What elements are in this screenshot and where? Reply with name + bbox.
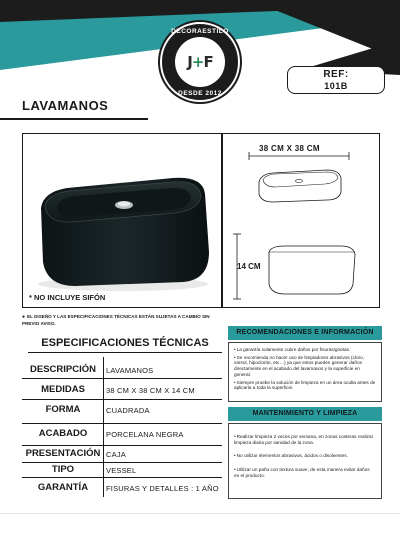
maintenance-text: No utilizar elementos abrasivos, ácidos o disolventes. (236, 453, 348, 459)
top-dimension-label: 38 CM X 38 CM (259, 144, 320, 153)
logo-ring-top-text: DECORAESTILO (171, 28, 229, 35)
maintenance-item (234, 434, 376, 445)
recommendation-text: Se recomienda no hacer uso de limpiadores abrasivos (cloro, varsol, hipoclorito, etc…) ya que estos pueden generar daños directamente en el acabado del lavamanos y la superficie en general. (234, 354, 365, 377)
spec-label: GARANTÍA (37, 482, 89, 493)
spec-row (22, 423, 222, 443)
spec-value: CUADRADA (106, 406, 150, 415)
brand-logo (160, 22, 240, 102)
reference-box (287, 66, 385, 94)
product-photo-frame (22, 133, 222, 308)
height-dimension-label: 14 CM (237, 262, 261, 271)
bullet-icon: • (234, 453, 236, 459)
bullet-icon: • (234, 347, 236, 352)
recommendations-header: RECOMENDACIONES E INFORMACIÓN (228, 326, 382, 340)
recommendation-item (234, 380, 376, 391)
spec-value: VESSEL (106, 466, 137, 475)
maintenance-box (228, 423, 382, 499)
title-underline (0, 118, 148, 120)
recommendations-box (228, 342, 382, 402)
maintenance-header: MANTENIMIENTO Y LIMPIEZA (228, 407, 382, 421)
spec-value: 38 CM X 38 CM X 14 CM (106, 386, 195, 395)
bullet-icon: • (234, 354, 236, 360)
spec-label: FORMA (45, 404, 81, 415)
product-title: LAVAMANOS (22, 98, 109, 113)
spec-row (22, 477, 222, 497)
recommendation-item (234, 347, 376, 353)
footer-divider (0, 513, 400, 514)
side-view-outline (269, 246, 355, 294)
recommendation-item (234, 355, 376, 378)
spec-value: LAVAMANOS (106, 366, 154, 375)
logo-ring-bottom-text: DESDE 2012 (178, 90, 222, 97)
spec-value: FISURAS Y DETALLES : 1 AÑO (106, 484, 219, 493)
technical-drawing-frame (222, 133, 380, 308)
bullet-icon: • (234, 379, 236, 385)
maintenance-text: Realizar limpieza 2 veces por semana, en zonas costeras realizar limpieza diaria por sanidad de la zona. (234, 434, 374, 445)
spec-value: PORCELANA NEGRA (106, 430, 184, 439)
disclaimer (22, 314, 222, 326)
specs-title: ESPECIFICACIONES TÉCNICAS (28, 337, 222, 353)
logo-letter-j: J (187, 53, 192, 71)
spec-value: CAJA (106, 450, 126, 459)
ref-code: 101B (324, 81, 348, 91)
logo-monogram (187, 53, 212, 71)
maintenance-item (234, 467, 376, 478)
spec-label: DESCRIPCIÓN (30, 364, 96, 375)
spec-label: MEDIDAS (41, 384, 85, 395)
bullet-icon: • (234, 467, 236, 473)
basin-drawing (223, 134, 381, 309)
spec-label: ACABADO (38, 428, 88, 439)
spec-row (22, 399, 222, 419)
maintenance-item (234, 453, 376, 459)
disclaimer-text: EL DISEÑO Y LAS ESPECIFICACIONES TÉCNICAS ESTÁN SUJETAS A CAMBIO SIN PREVIO AVISO. (22, 314, 210, 326)
bullet-icon: • (234, 434, 236, 439)
spec-row (22, 360, 222, 380)
recommendation-text: Siempre pruebe la solución de limpieza en un área oculta antes de aplicarla a toda la superficie. (234, 379, 376, 391)
recommendation-text: La garantía solamente cubre daños por fisuras/grietas. (236, 347, 351, 352)
spec-label: TIPO (51, 464, 75, 475)
logo-plus: + (191, 53, 204, 71)
maintenance-text: Utilizar un paño con textura suave, de esta manera evitar daños en el producto. (234, 467, 370, 478)
bullet-icon: ● (22, 314, 26, 320)
spec-label: PRESENTACIÓN (25, 448, 101, 459)
basin-photo (23, 134, 223, 309)
no-siphon-note: * NO INCLUYE SIFÓN (29, 293, 106, 302)
logo-letter-f: F (203, 53, 213, 71)
spec-row (22, 378, 222, 398)
logo-mark (175, 37, 225, 87)
ref-label: REF: (323, 69, 349, 80)
